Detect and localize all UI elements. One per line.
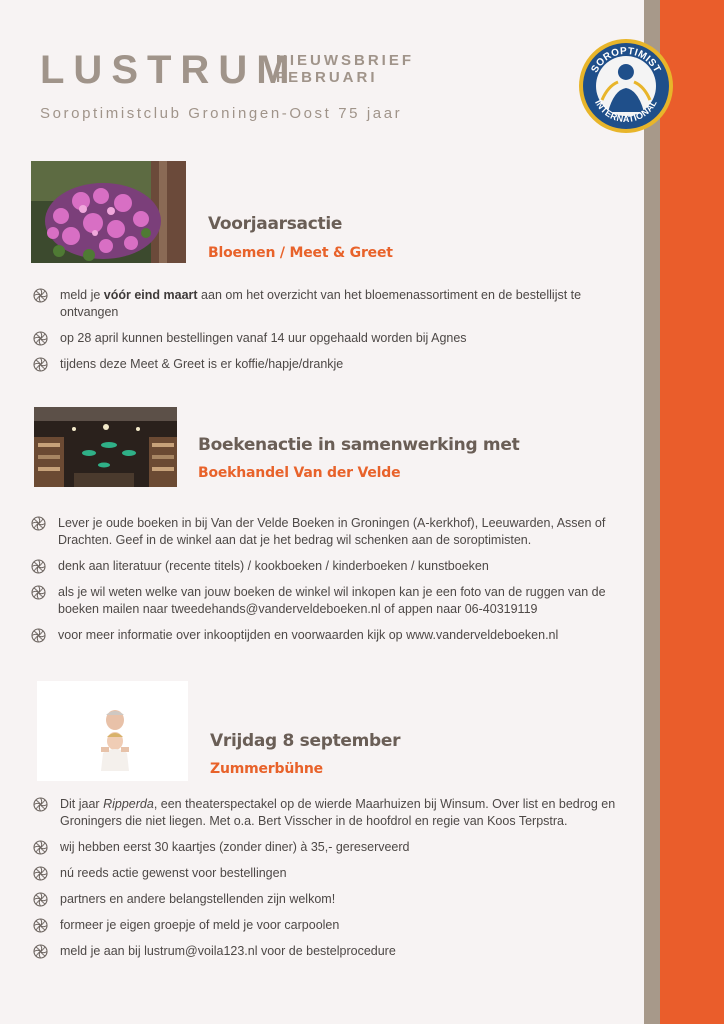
lustrum-title: LUSTRUM — [40, 48, 299, 92]
section-1-list — [33, 287, 623, 382]
list-item: meld je aan bij lustrum@voila123.nl voor de bestelprocedure — [33, 943, 623, 960]
spiral-icon — [31, 559, 46, 574]
list-item: meld je vóór eind maart aan om het overzicht van het bloemenassortiment en de bestellijst te ontvangen — [33, 287, 623, 321]
spiral-icon — [33, 288, 48, 303]
spiral-icon — [33, 866, 48, 881]
side-stripe-orange — [660, 0, 724, 1024]
section-1-subtitle: Bloemen / Meet & Greet — [208, 245, 393, 261]
flowers-photo — [31, 161, 186, 263]
month-label: FEBRUARI — [276, 69, 378, 86]
soroptimist-logo — [578, 38, 674, 134]
spiral-icon — [33, 892, 48, 907]
spiral-icon — [31, 628, 46, 643]
spiral-icon — [33, 331, 48, 346]
side-stripe-gray — [644, 0, 660, 1024]
list-item: Lever je oude boeken in bij Van der Velde Boeken in Groningen (A-kerkhof), Leeuwarden, Assen of Drachten. Geef in de winkel aan dat je het bedrag wil schenken aan de soroptimisten. — [31, 515, 611, 549]
list-item: op 28 april kunnen bestellingen vanaf 14 uur opgehaald worden bij Agnes — [33, 330, 623, 347]
nieuwsbrief-label: NIEUWSBRIEF — [276, 52, 414, 69]
section-3-title: Vrijdag 8 september — [210, 731, 401, 751]
list-item: als je wil weten welke van jouw boeken de winkel wil inkopen kan je een foto van de ruggen van de boeken mailen naar tweedehands@vanderveldeboeken.nl of appen naar 06-40319119 — [31, 584, 611, 618]
spiral-icon — [33, 357, 48, 372]
actors-photo — [37, 681, 188, 781]
section-2-subtitle: Boekhandel Van der Velde — [198, 465, 401, 481]
spiral-icon — [31, 585, 46, 600]
club-subtitle: Soroptimistclub Groningen-Oost 75 jaar — [40, 105, 403, 122]
logo-text-bottom: INTERNATIONAL — [593, 98, 659, 124]
bookstore-photo — [34, 407, 177, 487]
spiral-icon — [31, 516, 46, 531]
play-title: Ripperda — [103, 797, 154, 811]
list-item: voor meer informatie over inkooptijden en voorwaarden kijk op www.vanderveldeboeken.nl — [31, 627, 611, 644]
deadline-text: vóór eind maart — [103, 288, 198, 302]
section-2-list — [31, 515, 611, 653]
list-item: tijdens deze Meet & Greet is er koffie/hapje/drankje — [33, 356, 623, 373]
spiral-icon — [33, 918, 48, 933]
list-item: nú reeds actie gewenst voor bestellingen — [33, 865, 623, 882]
section-3-subtitle: Zummerbühne — [210, 761, 323, 777]
logo-text-top: SOROPTIMIST — [589, 45, 663, 75]
list-item: Dit jaar Ripperda, een theaterspectakel op de wierde Maarhuizen bij Winsum. Over list en bedrog en Groningers die niet liegen. Met o.a. Bert Visscher in de hoofdrol en regie van Koos Terpstra. — [33, 796, 623, 830]
list-item: formeer je eigen groepje of meld je voor carpoolen — [33, 917, 623, 934]
section-2-title: Boekenactie in samenwerking met — [198, 435, 520, 455]
list-item: wij hebben eerst 30 kaartjes (zonder diner) à 35,- gereserveerd — [33, 839, 623, 856]
list-item: denk aan literatuur (recente titels) / kookboeken / kinderboeken / kunstboeken — [31, 558, 611, 575]
spiral-icon — [33, 944, 48, 959]
spiral-icon — [33, 840, 48, 855]
section-1-title: Voorjaarsactie — [208, 214, 343, 234]
list-item: partners en andere belangstellenden zijn welkom! — [33, 891, 623, 908]
newsletter-label — [276, 52, 414, 86]
spiral-icon — [33, 797, 48, 812]
section-3-list — [33, 796, 623, 969]
